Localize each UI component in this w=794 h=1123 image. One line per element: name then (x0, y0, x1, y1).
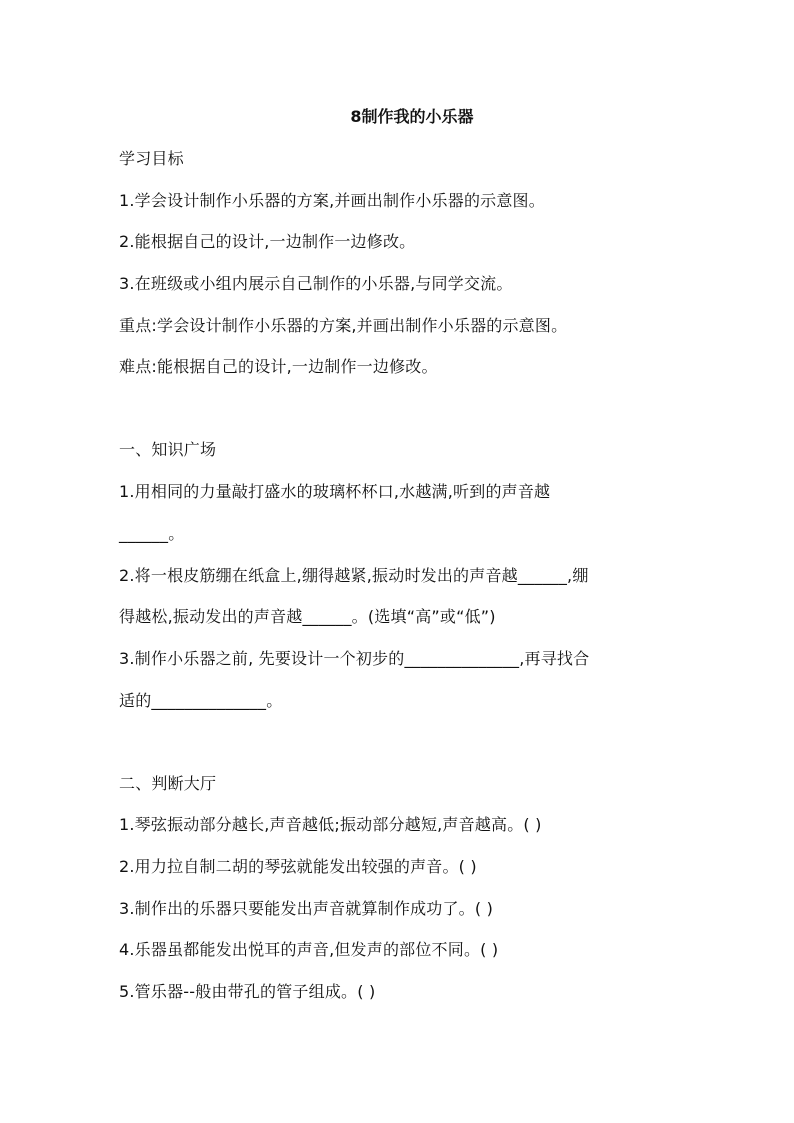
section1-q2-line2: 得越松,振动发出的声音越______。(选填“高”或“低”) (119, 607, 496, 626)
section1-heading: 一、知识广场 (119, 440, 217, 459)
section2-heading: 二、判断大厅 (119, 774, 217, 793)
section1-q3-line1: 3.制作小乐器之前, 先要设计一个初步的______________,再寻找合 (119, 649, 590, 668)
judge-item-1: 1.琴弦振动部分越长,声音越低;振动部分越短,声音越高。( ) (119, 815, 542, 834)
objectives-heading: 学习目标 (119, 149, 184, 168)
document-title: 8制作我的小乐器 (350, 107, 474, 126)
section1-q1-line2: ______。 (119, 524, 185, 543)
judge-item-2: 2.用力拉自制二胡的琴弦就能发出较强的声音。( ) (119, 857, 477, 876)
judge-item-4: 4.乐器虽都能发出悦耳的声音,但发声的部位不同。( ) (119, 940, 499, 959)
objective-item-2: 2.能根据自己的设计,一边制作一边修改。 (119, 232, 416, 251)
judge-item-5: 5.管乐器--般由带孔的管子组成。( ) (119, 982, 376, 1001)
objective-item-1: 1.学会设计制作小乐器的方案,并画出制作小乐器的示意图。 (119, 191, 545, 210)
section1-q2-line1: 2.将一根皮筋绷在纸盒上,绷得越紧,振动时发出的声音越______,绷 (119, 566, 589, 585)
section1-q3-line2: 适的______________。 (119, 691, 283, 710)
key-point: 重点:学会设计制作小乐器的方案,并画出制作小乐器的示意图。 (119, 316, 568, 335)
judge-item-3: 3.制作出的乐器只要能发出声音就算制作成功了。( ) (119, 899, 494, 918)
difficult-point: 难点:能根据自己的设计,一边制作一边修改。 (119, 357, 438, 376)
section1-q1-line1: 1.用相同的力量敲打盛水的玻璃杯杯口,水越满,听到的声音越 (119, 482, 551, 501)
objective-item-3: 3.在班级或小组内展示自己制作的小乐器,与同学交流。 (119, 274, 513, 293)
